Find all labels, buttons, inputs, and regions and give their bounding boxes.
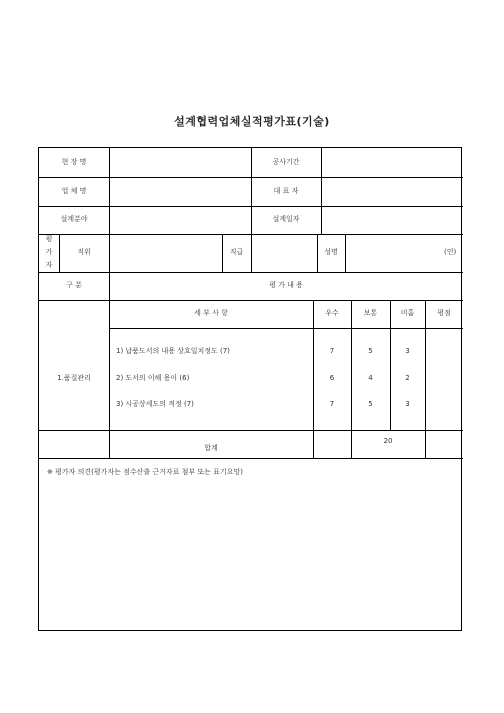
- col-divider: [251, 234, 252, 272]
- item-text: 2) 도서의 이해 용이 (6): [116, 374, 190, 382]
- design-field-label: 설계분야: [60, 215, 88, 223]
- item-score: 6: [329, 374, 335, 382]
- detail-header: 세 부 사 항: [194, 309, 228, 317]
- company-name-label: 업 체 명: [61, 187, 87, 195]
- grade-excellent-header: 우수: [325, 309, 339, 317]
- total-value: 20: [383, 437, 393, 445]
- category-header: 구 분: [66, 281, 82, 289]
- item-text: 3) 시공상세도의 적정 (7): [116, 400, 194, 408]
- col-divider: [390, 300, 391, 430]
- grade-normal-header: 보통: [363, 309, 378, 317]
- grade-poor-header: 미흡: [400, 309, 415, 317]
- position-label: 직위: [77, 248, 91, 256]
- item-score: 4: [368, 374, 373, 382]
- item-score: 5: [368, 347, 373, 355]
- item-score: 3: [405, 400, 410, 408]
- evaluation-form: [38, 147, 462, 631]
- item-score: 2: [405, 374, 410, 382]
- construction-period-label: 공사기간: [272, 158, 300, 166]
- row-divider: [109, 328, 463, 329]
- col-divider: [109, 272, 110, 458]
- item-score: 7: [329, 400, 335, 408]
- row-divider: [39, 300, 463, 301]
- content-header: 평 가 내 용: [269, 281, 303, 289]
- col-divider: [109, 234, 110, 272]
- row-divider: [39, 430, 463, 431]
- col-divider: [109, 148, 110, 234]
- item-text: 1) 납품도서의 내용 상호일치정도 (7): [116, 347, 230, 355]
- col-divider: [321, 148, 322, 234]
- row-divider: [39, 458, 463, 459]
- rank-label: 직급: [229, 248, 244, 256]
- rating-header: 평점: [437, 309, 451, 317]
- seal-mark: (인): [444, 248, 457, 256]
- col-divider: [425, 300, 426, 458]
- page-title: 설계협력업체실적평가표(기술): [174, 115, 330, 128]
- design-date-label: 설계일자: [272, 215, 300, 223]
- evaluator-label-char: 가: [45, 248, 53, 256]
- item-score: 7: [329, 347, 335, 355]
- item-score: 3: [405, 347, 410, 355]
- category-quality: 1.품질관리: [57, 374, 91, 382]
- name-label: 성명: [324, 248, 338, 256]
- evaluator-label-char: 자: [45, 261, 53, 269]
- row-divider: [39, 272, 463, 273]
- item-score: 5: [368, 400, 373, 408]
- col-divider: [345, 234, 346, 272]
- evaluator-label-char: 평: [45, 235, 53, 243]
- comments-label: ※ 평가자 의견(평가자는 점수산출 근거자료 첨부 또는 표기요망): [47, 468, 243, 476]
- site-name-label: 현 장 명: [61, 158, 87, 166]
- representative-label: 대 표 자: [273, 187, 299, 195]
- total-label: 합계: [204, 444, 218, 452]
